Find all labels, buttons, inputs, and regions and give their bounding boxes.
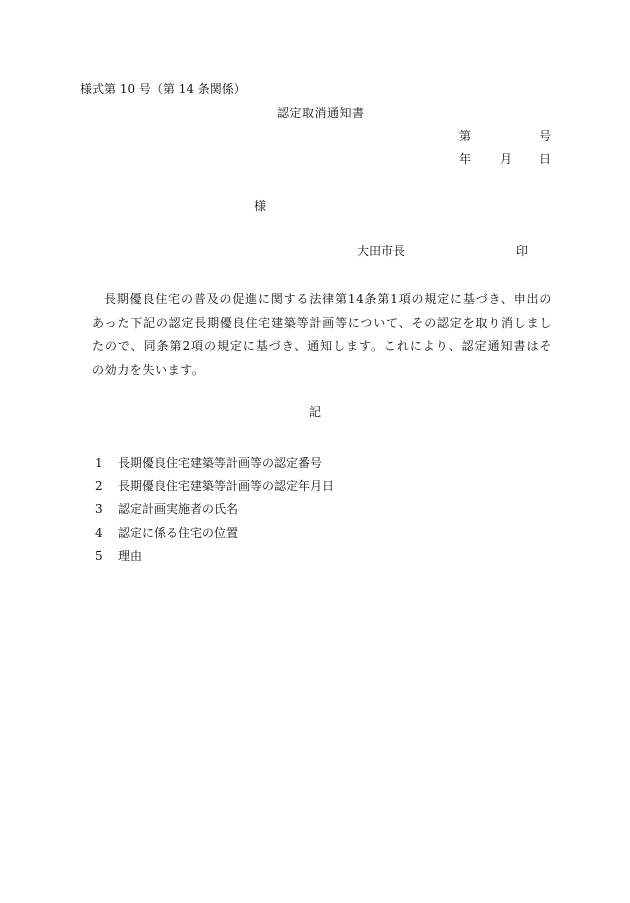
list-item-text: 理由 (118, 548, 143, 563)
issuer-seal-mark: 印 (516, 244, 529, 258)
date-day-label: 日 (539, 152, 552, 166)
notes-list (95, 452, 334, 568)
list-item-number: 4 (95, 525, 103, 540)
list-item-number: 1 (95, 456, 103, 470)
list-item (95, 452, 334, 475)
list-item-number: 3 (95, 502, 103, 517)
document-title: 認定取消通知書 (277, 106, 365, 120)
list-item-text: 認定計画実施者の氏名 (118, 502, 239, 517)
date-year-label: 年 (459, 152, 472, 166)
addressee-honorific: 様 (254, 199, 267, 213)
form-number: 様式第 10 号（第 14 条関係） (80, 82, 246, 96)
list-item-number: 5 (95, 548, 103, 563)
list-item-text: 長期優良住宅建築等計画等の認定年月日 (118, 479, 335, 494)
list-item-text: 長期優良住宅建築等計画等の認定番号 (118, 456, 323, 470)
list-item (95, 545, 334, 568)
date-month-label: 月 (500, 152, 513, 166)
reference-number-prefix: 第 (459, 129, 472, 143)
list-item (95, 522, 334, 545)
list-item-text: 認定に係る住宅の位置 (118, 525, 239, 540)
issuer-name: 大田市長 (357, 244, 406, 258)
list-item (95, 475, 334, 498)
reference-number-suffix: 号 (539, 129, 552, 143)
list-item-number: 2 (95, 479, 103, 494)
notes-heading: 記 (309, 405, 322, 419)
notice-body-paragraph: 長期優良住宅の普及の促進に関する法律第14条第1項の規定に基づき、申出のあった下記の認定長期優良住宅建築等計画等について、その認定を取り消しましたので、同条第2項の規定に基づき、通知します。これにより、認定通知書はその効力を失います。 (92, 292, 552, 377)
list-item (95, 498, 334, 521)
